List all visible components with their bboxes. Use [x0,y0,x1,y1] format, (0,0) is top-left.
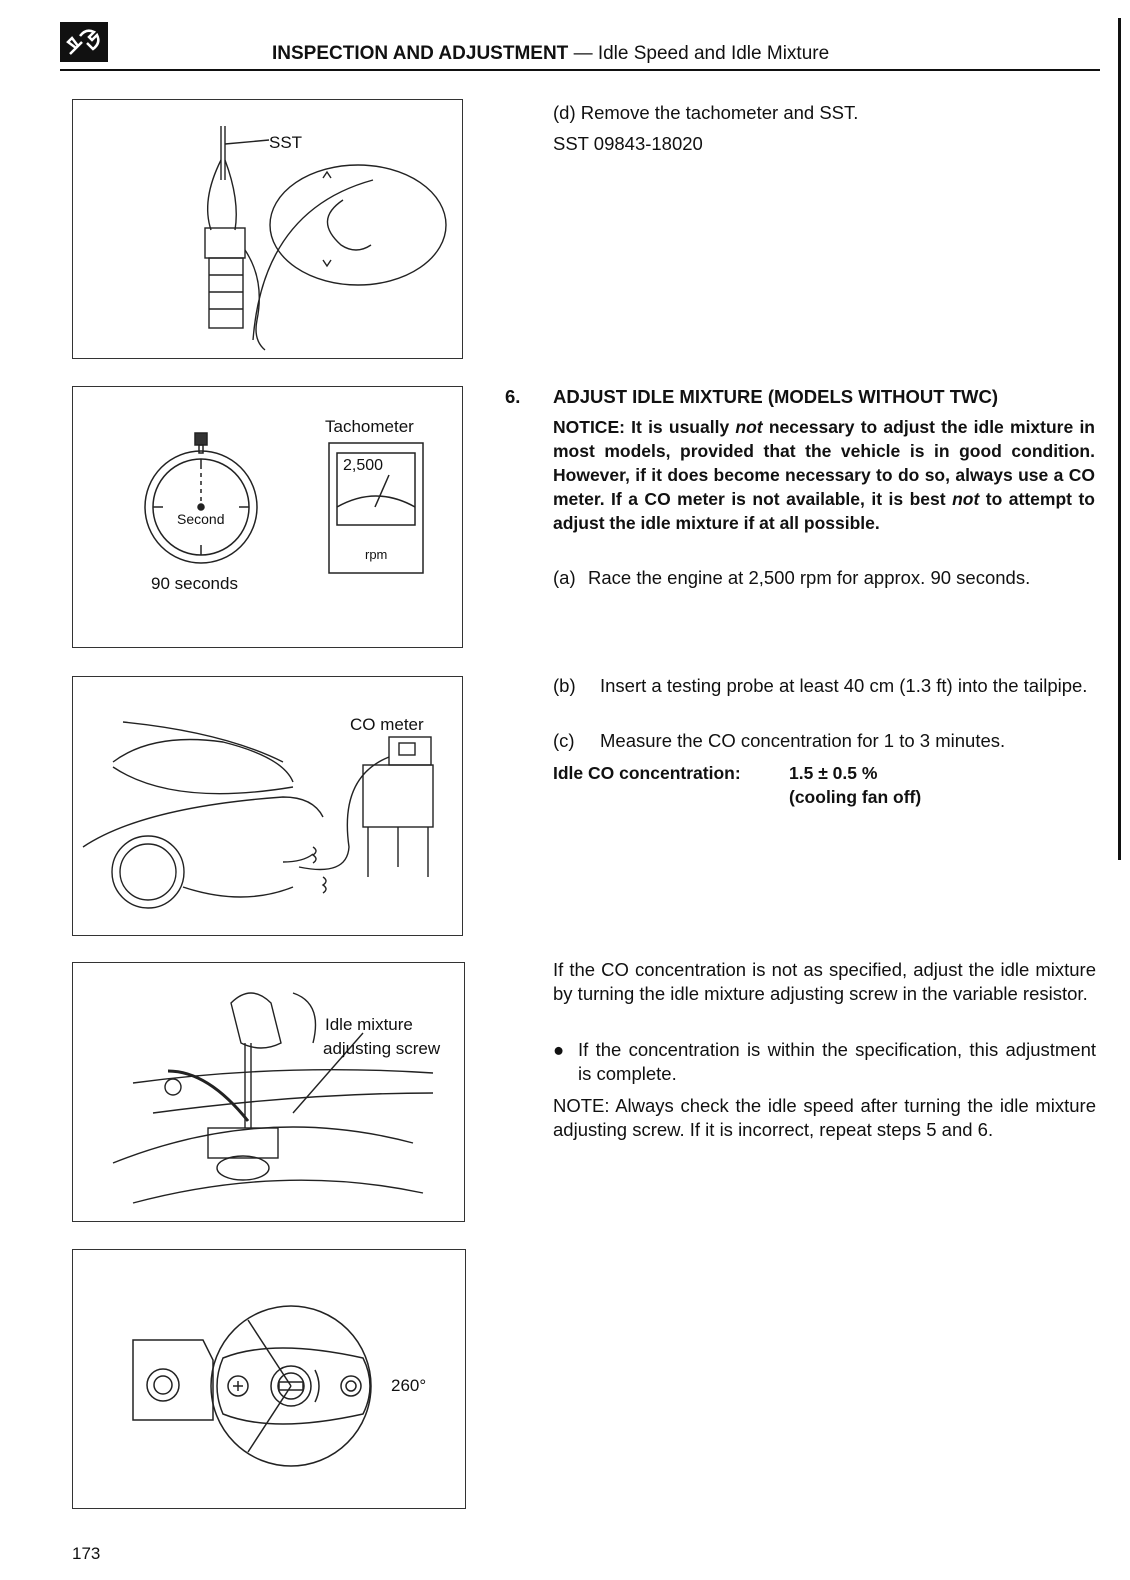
wrench-section-icon [60,22,108,62]
header-subsection: — Idle Speed and Idle Mixture [573,43,830,64]
spec-label: Idle CO concentration: [553,763,741,783]
duration-label: 90 seconds [151,574,238,593]
stopwatch-label: Second [177,511,225,527]
notice-part-b: necessary to adjust the idle mixture in most models, provided that the vehicle is in good condition. However, if it does become necessary to do so, always use a CO meter. If a CO meter is not available, it is best [553,417,1095,509]
adjust-paragraph: If the CO concentration is not as specified, adjust the idle mixture by turning the idle mixture adjusting screw in the variable resistor. [553,959,1096,1004]
tachometer-title: Tachometer [325,417,414,436]
step-c-label: (c) [553,730,575,751]
header-section: INSPECTION AND ADJUSTMENT [272,43,569,64]
figure-co-meter [72,676,463,936]
step-d-text: (d) Remove the tachometer and SST. [553,102,859,123]
notice-part-c: to attempt to adjust the idle mixture if at all possible. [553,489,1095,533]
adjusting-screw-drawing [73,963,466,1223]
page-header [272,43,829,65]
step-6-notice [553,415,1095,535]
tachometer-unit: rpm [365,547,388,562]
adjust-bullet: If the concentration is within the specification, this adjustment is complete. [578,1039,1096,1084]
bullet-dot-icon: ● [553,1039,565,1060]
notice-not-2: not [952,489,980,509]
figure-tachometer [72,386,463,648]
step-a-text: Race the engine at 2,500 rpm for approx. 90 seconds. [588,567,1031,588]
notice-part-a: NOTICE: It is usually [553,417,736,437]
header-rule [60,69,1100,71]
page-number: 173 [72,1544,101,1563]
figure-adjusting-screw [72,962,465,1222]
screw-label-line2: adjusting screw [323,1039,441,1058]
step-6-number: 6. [505,386,521,407]
step-a-label: (a) [553,567,576,588]
step-b-label: (b) [553,675,576,696]
step-6-title: ADJUST IDLE MIXTURE (MODELS WITHOUT TWC) [553,386,998,407]
figure-sst [72,99,463,359]
notice-not-1: not [735,417,763,437]
figure-rotation [72,1249,466,1509]
co-meter-label: CO meter [350,715,424,734]
screw-label-line1: Idle mixture [325,1015,413,1034]
step-b-text: Insert a testing probe at least 40 cm (1.3 ft) into the tailpipe. [600,675,1088,696]
rotation-angle-label: 260° [391,1376,427,1395]
spec-note: (cooling fan off) [789,787,922,807]
binding-edge-line [1118,18,1121,860]
sst-label: SST [269,133,303,152]
step-d-sst: SST 09843-18020 [553,133,703,154]
spec-value: 1.5 ± 0.5 % [789,763,878,783]
tachometer-reading: 2,500 [343,457,384,474]
adjust-note: NOTE: Always check the idle speed after turning the idle mixture adjusting screw. If it is incorrect, repeat steps 5 and 6. [553,1095,1096,1140]
step-c-text: Measure the CO concentration for 1 to 3 minutes. [600,730,1006,751]
